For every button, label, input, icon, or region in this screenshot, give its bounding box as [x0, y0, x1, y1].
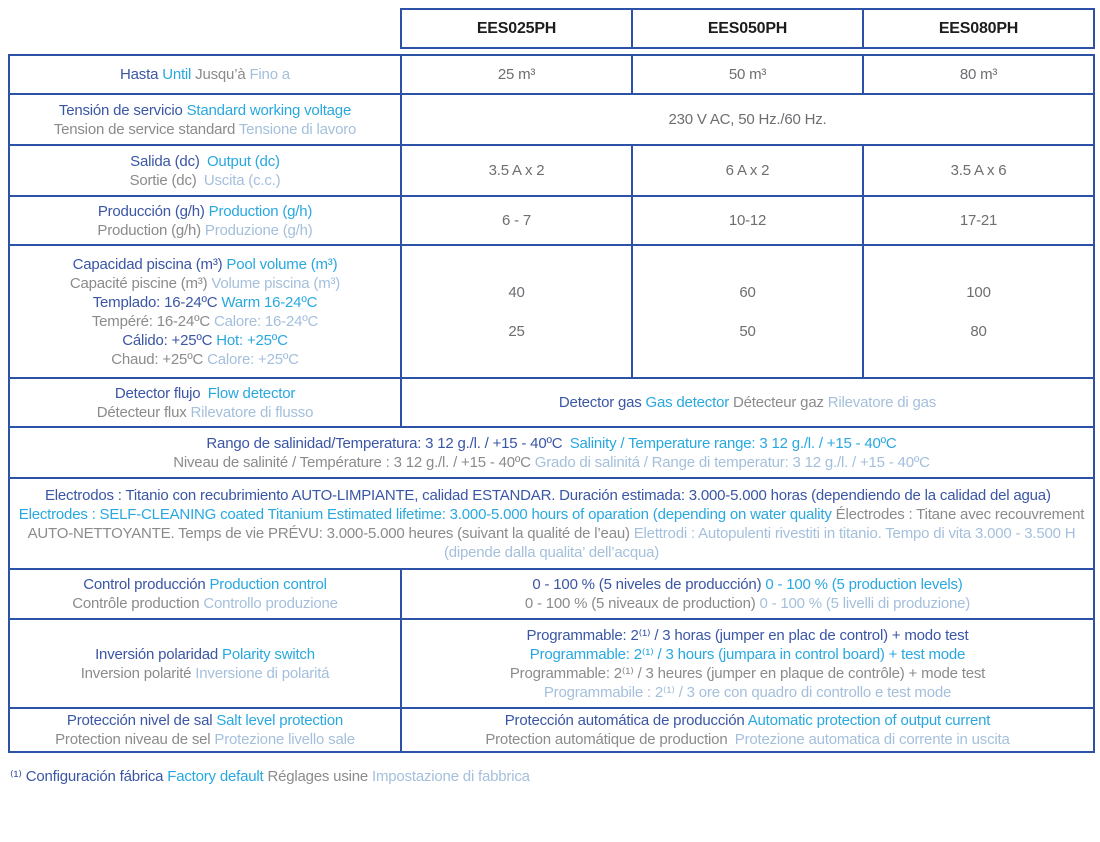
text-segment-it: Grado di salinitá / Range di temperatur: 3 12 g./l. / +15 - 40ºC: [534, 453, 930, 471]
model-header-table: [400, 8, 1095, 49]
text-line: [16, 120, 394, 139]
text-segment-fr: Inversion polarité: [80, 664, 196, 682]
text-line: [16, 403, 394, 422]
model-header-ees080ph: EES080PH: [863, 9, 1094, 48]
text-segment-es: Protección nivel de sal: [66, 712, 217, 729]
text-line: [408, 594, 1087, 613]
text-line: [16, 730, 394, 749]
text-line: [408, 626, 1087, 645]
text-segment-en: Automatic protection of output current: [747, 712, 991, 729]
text-line: [16, 434, 1087, 453]
row-label-until: [9, 55, 401, 94]
text-line: [16, 384, 394, 403]
row-production-gh: [9, 196, 1094, 245]
cell-pool-volume-ees080ph: [863, 245, 1094, 378]
text-segment-en: Flow detector: [207, 384, 296, 402]
row-label-production-control: [9, 569, 401, 619]
text-line: [16, 255, 394, 274]
cell-production-control: [401, 569, 1094, 619]
text-segment-it: Calore: +25ºC: [207, 350, 299, 368]
pool-volume-warm: 60: [739, 283, 756, 301]
text-segment-es: Inversión polaridad: [95, 645, 223, 663]
cell-polarity-switch: [401, 619, 1094, 708]
cell-gas-detector: [401, 378, 1094, 427]
text-line: [16, 101, 394, 120]
text-segment-it: Tensione di lavoro: [238, 120, 357, 138]
text-line: [408, 575, 1087, 594]
row-flow-detector: [9, 378, 1094, 427]
text-segment-it: Calore: 16-24ºC: [213, 312, 319, 330]
text-segment-fr: Protection niveau de sel: [55, 731, 215, 748]
row-production-control: [9, 569, 1094, 619]
text-line: [16, 202, 394, 221]
text-segment-it: Controllo produzione: [203, 595, 338, 612]
cell-production-ees025ph: 6 - 7: [401, 196, 632, 245]
text-line: [408, 730, 1087, 749]
text-segment-es: Electrodos : Titanio con recubrimiento AUTO-LIMPIANTE, calidad ESTANDAR. Duración estimada: 3.000-5.000 horas (dependiendo de la calidad del agua): [44, 486, 1059, 504]
cell-salt-level-protection: [401, 708, 1094, 752]
text-segment-it: Rilevatore di flusso: [190, 403, 314, 421]
text-segment-it: 0 - 100 % (5 livelli di produzione): [759, 595, 971, 612]
text-line: [408, 393, 1087, 412]
pool-volume-hot: 50: [739, 322, 756, 340]
text-segment-fr: Production (g/h): [97, 221, 205, 239]
text-segment-en: Gas detector: [645, 394, 733, 411]
model-header-ees025ph: EES025PH: [401, 9, 632, 48]
text-line: [408, 711, 1087, 730]
text-segment-fr: Niveau de salinité / Température : 3 12 g./l. / +15 - 40ºC: [173, 453, 535, 471]
text-line: [16, 575, 394, 594]
cell-production-ees050ph: 10-12: [632, 196, 863, 245]
row-label-production-gh: [9, 196, 401, 245]
text-segment-fr: Contrôle production: [72, 595, 204, 612]
pool-volume-hot: 80: [970, 322, 987, 340]
text-segment-es: Producción (g/h): [97, 202, 209, 220]
text-line: [16, 453, 1087, 472]
text-segment-fr: Jusqu’à: [195, 66, 250, 83]
text-segment-en: Pool volume (m³): [226, 255, 338, 273]
text-line: [16, 711, 394, 730]
cell-pool-volume-ees025ph: [401, 245, 632, 378]
text-segment-fr: Réglages usine: [267, 768, 373, 785]
text-segment-es: Hasta: [120, 66, 163, 83]
text-line: [16, 331, 394, 350]
text-line: [16, 312, 394, 331]
cell-working-voltage: 230 V AC, 50 Hz./60 Hz.: [401, 94, 1094, 145]
row-label-output-dc: [9, 145, 401, 196]
text-segment-es: 0 - 100 % (5 niveles de producción): [532, 576, 766, 593]
text-segment-en: Salinity / Temperature range: 3 12 g./l. / +15 - 40ºC: [569, 434, 897, 452]
text-segment-en: 0 - 100 % (5 production levels): [765, 576, 963, 593]
text-segment-it: Uscita (c.c.): [203, 171, 281, 189]
cell-output-ees080ph: 3.5 A x 6: [863, 145, 1094, 196]
text-segment-fr: Chaud: +25ºC: [111, 350, 208, 368]
text-segment-fr: Tempéré: 16-24ºC: [91, 312, 214, 330]
cell-until-ees050ph: 50 m³: [632, 55, 863, 94]
text-segment-fr: Électrodes : Titane avec recouvrement AUTO-NETTOYANTE. Temps de vie PRÉVU: 3.000-5.000 heures (suivant la qualité de l’eau): [27, 505, 1085, 542]
row-working-voltage: [9, 94, 1094, 145]
text-segment-es: Capacidad piscina (m³): [72, 255, 227, 273]
row-until: [9, 55, 1094, 94]
row-label-working-voltage: [9, 94, 401, 145]
text-segment-en: Salt level protection: [216, 712, 344, 729]
text-segment-es: Configuración fábrica: [25, 768, 168, 785]
text-segment-fr: Capacité piscine (m³): [69, 274, 212, 292]
factory-default-footnote: [10, 767, 1093, 786]
text-line: [16, 594, 394, 613]
text-segment-en: Until: [162, 66, 196, 83]
text-segment-en: Production control: [209, 576, 327, 593]
row-polarity-switch: [9, 619, 1094, 708]
row-pool-volume: [9, 245, 1094, 378]
text-segment-es: Rango de salinidad/Temperatura: 3 12 g./l. / +15 - 40ºC: [206, 434, 570, 452]
text-segment-it: Programmabile : 2⁽¹⁾ / 3 ore con quadro di controllo e test mode: [543, 683, 952, 701]
text-segment-en: Polarity switch: [222, 645, 315, 663]
text-segment-it: Elettrodi : Autopulenti rivestiti in titanio. Tempo di vita 3.000 - 3.500 H (dipende dalla qualita’ dell’acqua): [443, 524, 1076, 561]
row-output-dc: [9, 145, 1094, 196]
text-line: [16, 664, 394, 683]
text-segment-es: Cálido: +25ºC: [122, 331, 217, 349]
cell-production-ees080ph: 17-21: [863, 196, 1094, 245]
text-segment-en: Standard working voltage: [186, 101, 352, 119]
cell-output-ees050ph: 6 A x 2: [632, 145, 863, 196]
row-label-salt-level-protection: [9, 708, 401, 752]
text-segment-it: Produzione (g/h): [204, 221, 313, 239]
text-line: [16, 221, 394, 240]
text-segment-es: Detector gas: [558, 394, 646, 411]
text-line: [16, 152, 394, 171]
cell-output-ees025ph: 3.5 A x 2: [401, 145, 632, 196]
text-segment-it: Protezione automatica di corrente in uscita: [734, 731, 1010, 748]
text-segment-en: Output (dc): [206, 152, 280, 170]
text-line: [16, 293, 394, 312]
text-segment-en: Electrodes : SELF-CLEANING coated Titanium Estimated lifetime: 3.000-5.000 hours of oparation (depending on water quality: [18, 505, 836, 523]
cell-until-ees080ph: 80 m³: [863, 55, 1094, 94]
pool-volume-hot: 25: [508, 322, 525, 340]
text-segment-it: Volume piscina (m³): [211, 274, 341, 292]
text-segment-es: Templado: 16-24ºC: [92, 293, 222, 311]
text-segment-es: Detector flujo: [114, 384, 208, 402]
row-electrodes: [9, 478, 1094, 569]
text-line: [16, 350, 394, 369]
text-segment-fr: Programmable: 2⁽¹⁾ / 3 heures (jumper en plaque de contrôle) + mode test: [509, 664, 986, 682]
row-label-polarity-switch: [9, 619, 401, 708]
text-segment-it: Impostazione di fabbrica: [372, 768, 530, 785]
text-segment-es: ⁽¹⁾: [10, 768, 26, 785]
text-segment-it: Inversione di polaritá: [195, 664, 330, 682]
text-segment-es: Tensión de servicio: [58, 101, 187, 119]
text-segment-fr: Protection automátique de production: [485, 731, 735, 748]
text-segment-fr: Détecteur gaz: [732, 394, 828, 411]
text-line: [16, 171, 394, 190]
text-segment-en: Factory default: [167, 768, 268, 785]
text-line: [16, 645, 394, 664]
text-segment-en: Production (g/h): [208, 202, 313, 220]
text-segment-fr: Tension de service standard: [53, 120, 239, 138]
cell-until-ees025ph: 25 m³: [401, 55, 632, 94]
row-label-flow-detector: [9, 378, 401, 427]
text-segment-en: Programmable: 2⁽¹⁾ / 3 hours (jumpara in control board) + test mode: [529, 645, 966, 663]
cell-salinity-range: [9, 427, 1094, 478]
model-header-ees050ph: EES050PH: [632, 9, 863, 48]
cell-electrodes: [9, 478, 1094, 569]
text-segment-en: Hot: +25ºC: [216, 331, 288, 349]
text-segment-fr: 0 - 100 % (5 niveaux de production): [524, 595, 760, 612]
row-salinity-range: [9, 427, 1094, 478]
text-segment-it: Fino a: [249, 66, 290, 83]
text-segment-es: Salida (dc): [130, 152, 207, 170]
text-segment-fr: Sortie (dc): [129, 171, 204, 189]
text-segment-es: Protección automática de producción: [504, 712, 748, 729]
text-line: [408, 664, 1087, 683]
text-segment-en: Warm 16-24ºC: [221, 293, 318, 311]
text-line: [408, 645, 1087, 664]
spec-table: [8, 54, 1095, 753]
text-segment-fr: Détecteur flux: [96, 403, 191, 421]
text-line: [16, 65, 394, 84]
pool-volume-warm: 40: [508, 283, 525, 301]
text-segment-es: Control producción: [83, 576, 210, 593]
row-label-pool-volume: [9, 245, 401, 378]
row-salt-level-protection: [9, 708, 1094, 752]
cell-pool-volume-ees050ph: [632, 245, 863, 378]
text-line: [16, 274, 394, 293]
text-segment-it: Protezione livello sale: [214, 731, 355, 748]
pool-volume-warm: 100: [966, 283, 991, 301]
text-segment-it: Rilevatore di gas: [827, 394, 937, 411]
text-segment-es: Programmable: 2⁽¹⁾ / 3 horas (jumper en plac de control) + modo test: [526, 626, 969, 644]
text-line: [408, 683, 1087, 702]
